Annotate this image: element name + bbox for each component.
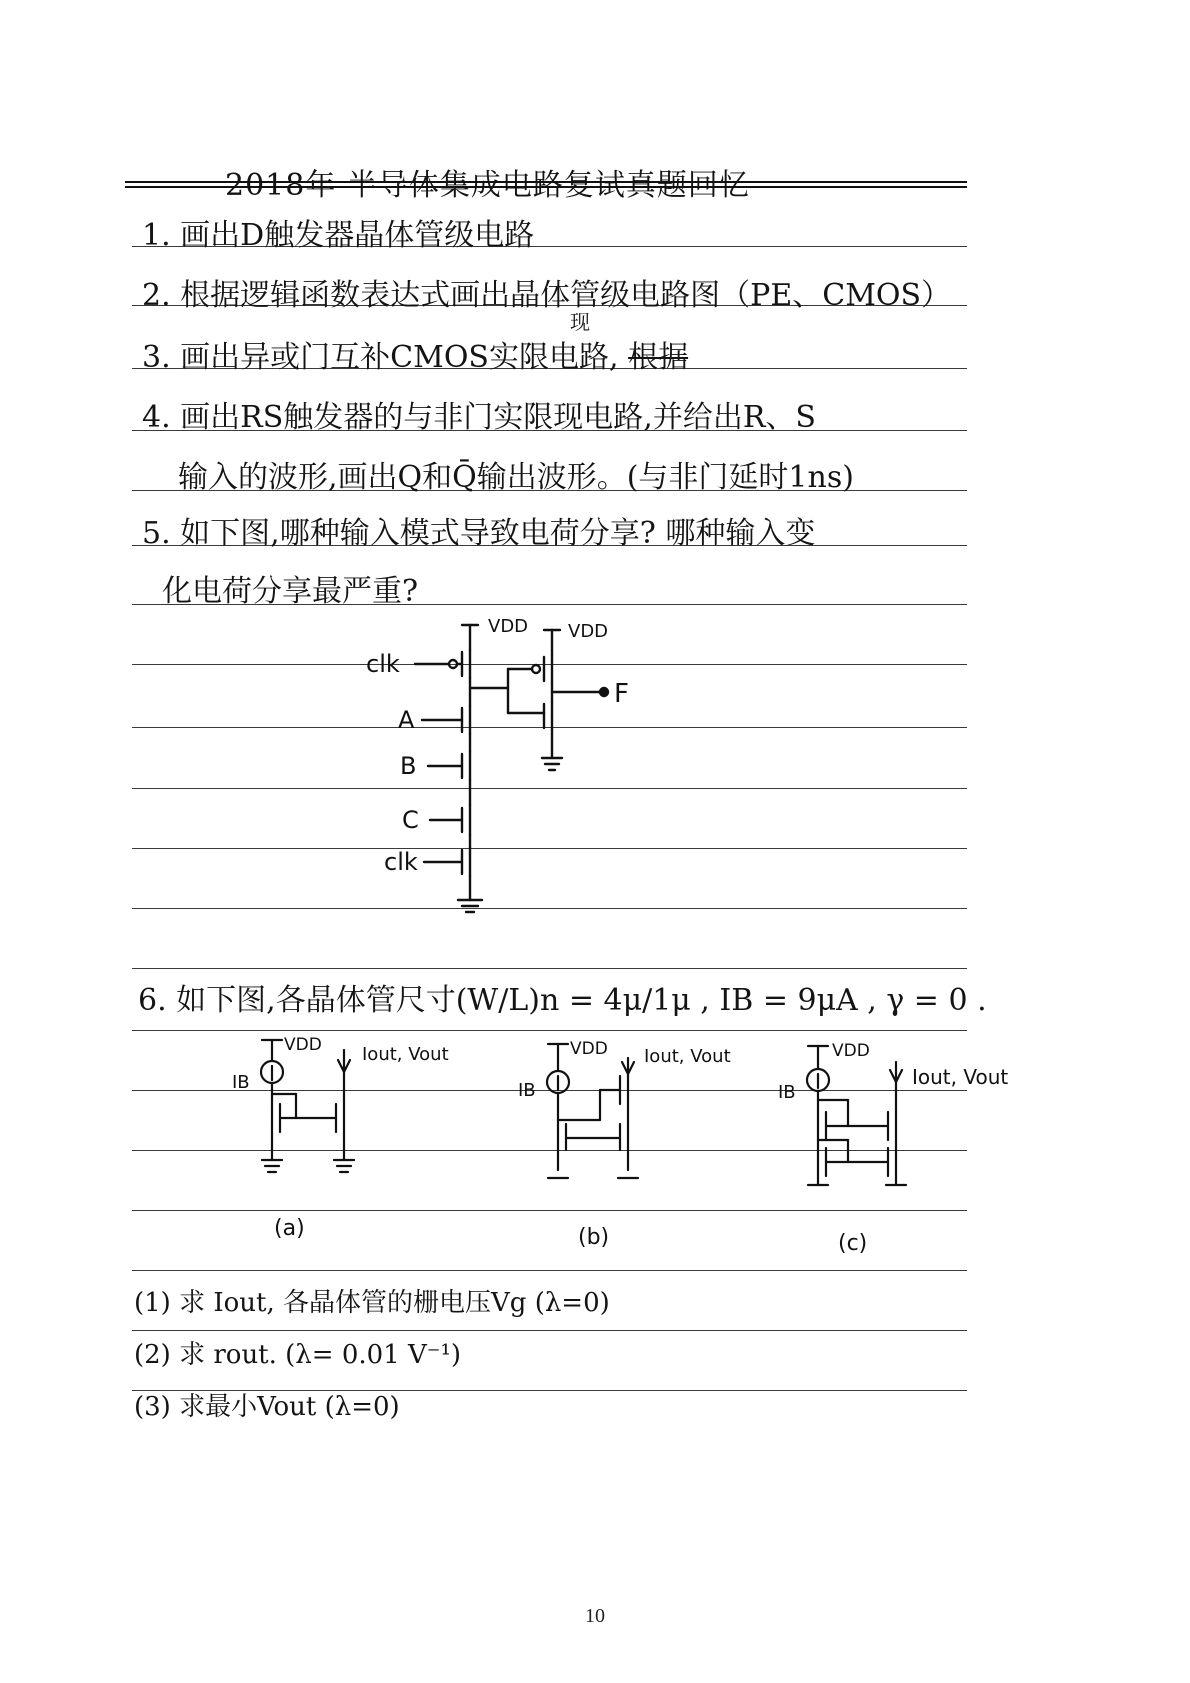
ruled-line bbox=[132, 1030, 967, 1031]
subquestion-2: (2) 求 rout. (λ= 0.01 V⁻¹) bbox=[134, 1340, 462, 1370]
fig6c-ib-label: IB bbox=[778, 1082, 796, 1103]
question-3-crossed-out: 根据 bbox=[628, 340, 689, 375]
ruled-line bbox=[132, 1090, 967, 1091]
question-6: 6. 如下图,各晶体管尺寸(W/L)n = 4μ/1μ , IB = 9μA , γ = 0 . bbox=[138, 983, 987, 1018]
fig6c-output-label: Iout, Vout bbox=[912, 1065, 1009, 1089]
fig6a-ib-label: IB bbox=[232, 1072, 250, 1093]
question-5-line-1: 5. 如下图,哪种输入模式导致电荷分享? 哪种输入变 bbox=[142, 516, 816, 551]
question-4-line-2: 输入的波形,画出Q和Q̄输出波形。(与非门延时1ns) bbox=[178, 460, 854, 495]
question-3 bbox=[142, 332, 688, 376]
fig6c-caption: (c) bbox=[838, 1231, 868, 1256]
ruled-line bbox=[132, 788, 967, 789]
fig5-clk-bottom-label: clk bbox=[384, 848, 418, 876]
fig5-input-a-label: A bbox=[398, 706, 415, 734]
subquestion-1: (1) 求 Iout, 各晶体管的栅电压Vg (λ=0) bbox=[134, 1288, 610, 1318]
subquestion-3: (3) 求最小Vout (λ=0) bbox=[134, 1392, 400, 1422]
question-3-insertion: 现 bbox=[570, 310, 590, 334]
fig5-input-c-label: C bbox=[402, 806, 419, 834]
question-2: 2. 根据逻辑函数表达式画出晶体管级电路图（PE、CMOS） bbox=[142, 278, 952, 313]
fig5-output-label: F bbox=[614, 679, 629, 709]
page-number: 10 bbox=[585, 1605, 605, 1627]
ruled-line bbox=[132, 848, 967, 849]
ruled-line bbox=[132, 1270, 967, 1271]
question-1: 1. 画出D触发器晶体管级电路 bbox=[142, 218, 535, 253]
question-4-line-1: 4. 画出RS触发器的与非门实限现电路,并给出R、S bbox=[142, 400, 816, 435]
ruled-line bbox=[132, 1150, 967, 1151]
fig6c-vdd-label: VDD bbox=[832, 1041, 870, 1061]
question-3-rest: 限电路, bbox=[518, 340, 619, 375]
ruled-line bbox=[132, 727, 967, 728]
title-underline bbox=[125, 181, 967, 183]
ruled-line bbox=[132, 968, 967, 969]
question-5-line-2: 化电荷分享最严重? bbox=[162, 574, 419, 609]
ruled-line bbox=[132, 1330, 967, 1331]
fig6b-caption: (b) bbox=[578, 1225, 610, 1250]
fig6b-output-label: Iout, Vout bbox=[644, 1046, 731, 1067]
fig5-input-b-label: B bbox=[400, 752, 417, 780]
fig6a-output-label: Iout, Vout bbox=[362, 1044, 449, 1065]
title-underline-2 bbox=[125, 186, 967, 188]
fig6a-vdd-label: VDD bbox=[284, 1035, 322, 1055]
ruled-line bbox=[132, 664, 967, 665]
ruled-line bbox=[132, 908, 967, 909]
fig5-clk-top-label: clk bbox=[366, 650, 400, 678]
ruled-line bbox=[132, 1210, 967, 1211]
fig6b-vdd-label: VDD bbox=[570, 1039, 608, 1059]
fig5-vdd-left-label: VDD bbox=[488, 616, 529, 637]
fig5-vdd-right-label: VDD bbox=[568, 621, 609, 642]
fig6b-ib-label: IB bbox=[518, 1080, 536, 1101]
page-title: 2018年 半导体集成电路复试真题回忆 bbox=[225, 168, 750, 203]
fig6a-caption: (a) bbox=[274, 1216, 305, 1241]
question-3-text: 3. 画出异或门互补CMOS实 bbox=[142, 340, 519, 375]
